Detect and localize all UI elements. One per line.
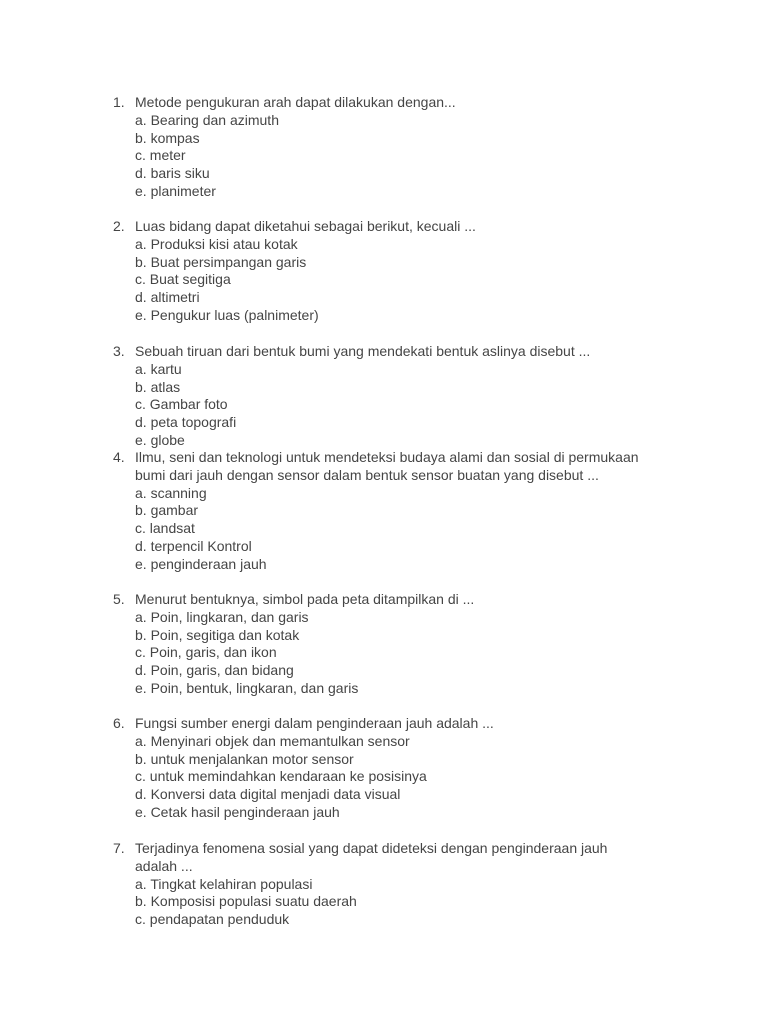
question-text: Sebuah tiruan dari bentuk bumi yang mendekati bentuk aslinya disebut ... (135, 343, 591, 359)
question-number: 6. (113, 715, 125, 731)
option: a. kartu (135, 360, 182, 377)
question-number: 4. (113, 449, 125, 465)
option: b. gambar (135, 502, 199, 519)
option: d. peta topografi (135, 414, 237, 431)
option: b. kompas (135, 129, 200, 146)
option: e. globe (135, 431, 185, 448)
question-text: Menurut bentuknya, simbol pada peta ditampilkan di ... (135, 591, 475, 607)
option: b. untuk menjalankan motor sensor (135, 750, 354, 767)
option: c. Gambar foto (135, 396, 228, 413)
question-7 (113, 840, 653, 929)
question-3 (113, 343, 693, 450)
question-number: 7. (113, 840, 125, 856)
option: b. Buat persimpangan garis (135, 253, 307, 270)
question-2 (113, 218, 693, 325)
question-1 (113, 94, 693, 201)
option: a. scanning (135, 484, 207, 501)
question-number: 3. (113, 343, 125, 359)
option: d. terpencil Kontrol (135, 537, 252, 554)
question-number: 2. (113, 218, 125, 234)
option: c. meter (135, 147, 186, 164)
option: e. Pengukur luas (palnimeter) (135, 306, 319, 323)
question-4 (113, 449, 658, 574)
question-text: Fungsi sumber energi dalam penginderaan jauh adalah ... (135, 715, 494, 731)
option: d. Konversi data digital menjadi data visual (135, 786, 401, 803)
question-text: Metode pengukuran arah dapat dilakukan dengan... (135, 94, 456, 110)
option: c. pendapatan penduduk (135, 911, 290, 928)
option: a. Tingkat kelahiran populasi (135, 875, 313, 892)
question-6 (113, 715, 693, 822)
question-number: 5. (113, 591, 125, 607)
option: b. Komposisi populasi suatu daerah (135, 893, 357, 910)
option: e. Cetak hasil penginderaan jauh (135, 803, 340, 820)
option: c. untuk memindahkan kendaraan ke posisinya (135, 768, 427, 785)
question-text: Luas bidang dapat diketahui sebagai berikut, kecuali ... (135, 218, 476, 234)
option: b. Poin, segitiga dan kotak (135, 626, 300, 643)
option: e. planimeter (135, 182, 216, 199)
option: c. landsat (135, 520, 195, 537)
option: e. Poin, bentuk, lingkaran, dan garis (135, 679, 359, 696)
option: a. Bearing dan azimuth (135, 111, 279, 128)
option: d. Poin, garis, dan bidang (135, 662, 294, 679)
question-5 (113, 591, 693, 698)
option: b. atlas (135, 378, 181, 395)
option: c. Buat segitiga (135, 271, 231, 288)
option: d. baris siku (135, 165, 210, 182)
option: d. altimetri (135, 289, 200, 306)
option: a. Poin, lingkaran, dan garis (135, 608, 309, 625)
option: c. Poin, garis, dan ikon (135, 644, 277, 661)
option: a. Produksi kisi atau kotak (135, 235, 298, 252)
option: e. penginderaan jauh (135, 555, 267, 572)
question-number: 1. (113, 94, 125, 110)
question-text: Terjadinya fenomena sosial yang dapat dideteksi dengan penginderaan jauh adalah ... (135, 840, 608, 874)
question-text: Ilmu, seni dan teknologi untuk mendeteksi budaya alami dan sosial di permukaan bumi dari jauh dengan sensor dalam bentuk sensor buatan yang disebut ... (135, 449, 639, 483)
option: a. Menyinari objek dan memantulkan sensor (135, 732, 410, 749)
